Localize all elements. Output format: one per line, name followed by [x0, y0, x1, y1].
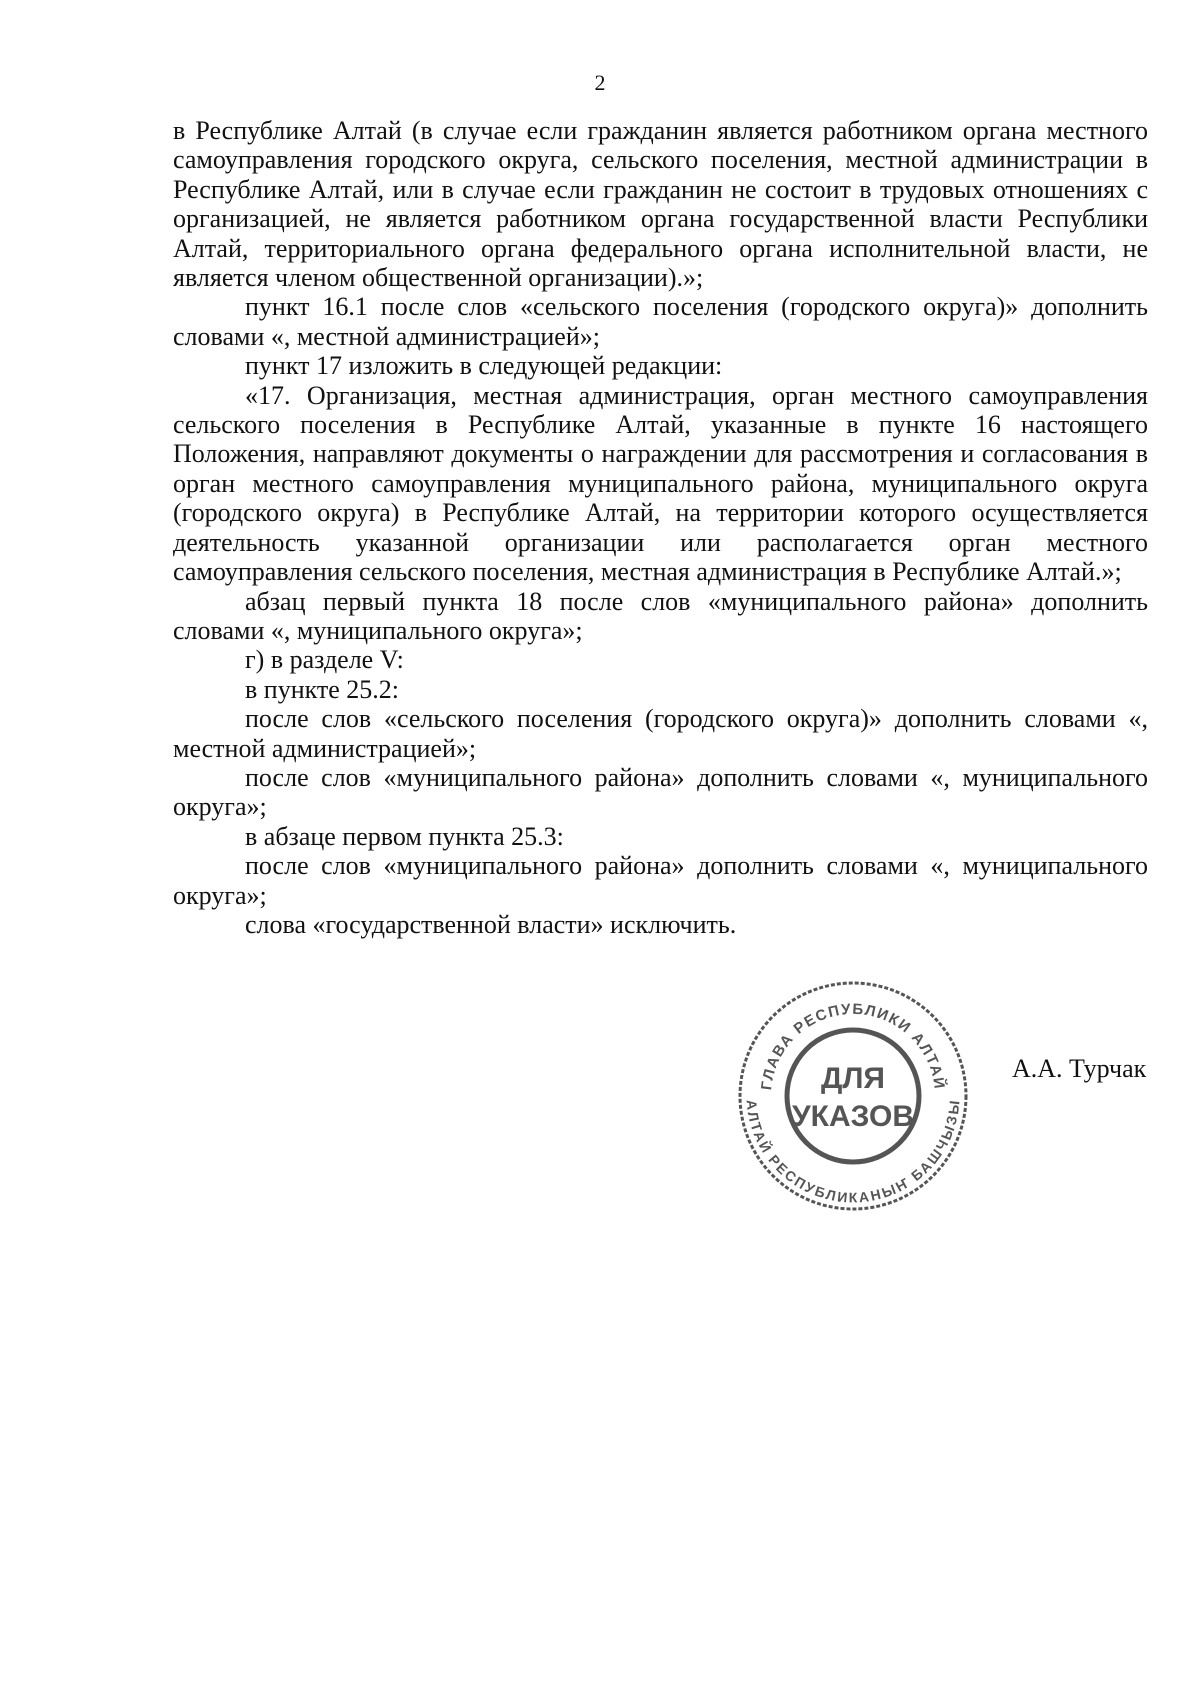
- paragraph-continuation: в Республике Алтай (в случае если гражданин является работником органа местного самоуправления городского округа, сельского поселения, местной администрации в Республике Алтай, или в случае если гражданин не состоит в трудовых отношениях с организацией, не является работником органа государственной власти Республики Алтай, территориального органа федерального органа исполнительной власти, не является членом общественной организации).»;: [173, 116, 1148, 293]
- paragraph-item-25-3: в абзаце первом пункта 25.3:: [245, 821, 564, 851]
- stamp-inner-ring: [787, 1030, 919, 1162]
- stamp-center-line2: УКАЗОВ: [791, 1100, 915, 1133]
- paragraph-item-18: абзац первый пункта 18 после слов «муниципального района» дополнить словами «, муниципального округа»;: [173, 586, 1148, 645]
- paragraph-25-3-amend-2: слова «государственной власти» исключить.: [245, 909, 737, 939]
- signature-name: А.А. Турчак: [1012, 1054, 1147, 1083]
- stamp-center-line1: ДЛЯ: [821, 1062, 885, 1095]
- document-body: [173, 116, 1148, 939]
- paragraph-item-25-2: в пункте 25.2:: [245, 674, 400, 704]
- paragraph-25-2-amend-2: после слов «муниципального района» дополнить словами «, муниципального округа»;: [173, 762, 1148, 822]
- paragraph-item-16-1: пункт 16.1 после слов «сельского поселения (городского округа)» дополнить словами «, местной администрацией»;: [173, 292, 1148, 351]
- official-stamp: [737, 980, 969, 1212]
- paragraph-item-17-text: «17. Организация, местная администрация, орган местного самоуправления сельского поселения в Республике Алтай, указанные в пункте 16 настоящего Положения, направляют документы о награждении для рассмотрения и согласования в орган местного самоуправления муниципального района, муниципального округа (городского округа) в Республике Алтай, на территории которого осуществляется деятельность указанной организации или располагается орган местного самоуправления сельского поселения, местная администрация в Республике Алтай.»;: [173, 380, 1148, 587]
- stamp-outer-text-top: ГЛАВА РЕСПУБЛИКИ АЛТАЙ: [758, 1000, 948, 1091]
- paragraph-section-v: г) в разделе V:: [245, 645, 404, 675]
- stamp-outer-text-bottom: АЛТАЙ РЕСПУБЛИКАНЫҤ БАШЧЫЗЫ: [743, 1098, 963, 1206]
- paragraph-25-3-amend-1: после слов «муниципального района» дополнить словами «, муниципального округа»;: [173, 851, 1148, 910]
- paragraph-25-2-amend-1: после слов «сельского поселения (городского округа)» дополнить словами «, местной администрацией»;: [173, 704, 1148, 763]
- page-number: 2: [594, 70, 606, 95]
- paragraph-item-17-intro: пункт 17 изложить в следующей редакции:: [245, 351, 723, 381]
